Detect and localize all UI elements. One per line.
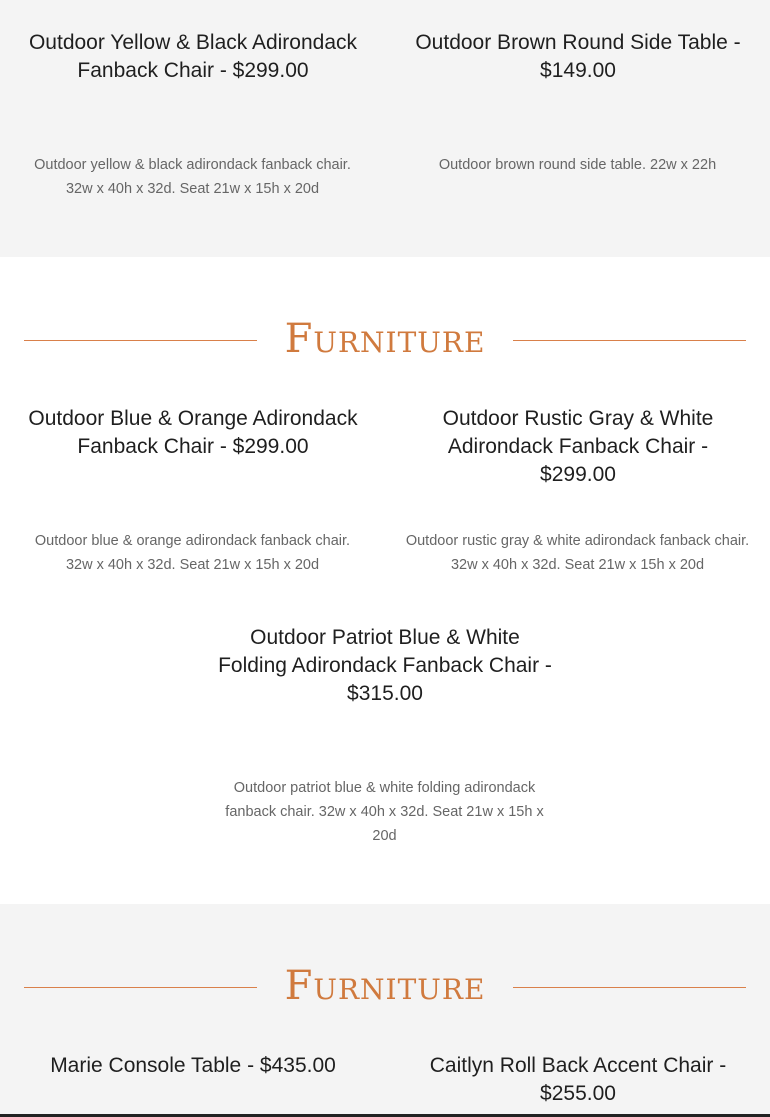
product-title-marie-console-table[interactable]: Marie Console Table - $435.00 — [50, 1054, 336, 1077]
product-title-rustic-gray-chair[interactable]: Outdoor Rustic Gray & White Adirondack Fanback Chair - $299.00 — [442, 407, 714, 486]
product-section-top — [0, 0, 770, 257]
heading-divider-right — [513, 340, 746, 341]
section-heading-text: Furniture — [284, 316, 486, 362]
furniture-section-2 — [0, 904, 770, 1117]
product-description-blue-orange-chair: Outdoor blue & orange adirondack fanback chair. 32w x 40h x 32d. Seat 21w x 15h x 20d — [34, 533, 351, 573]
product-description-rustic-gray-chair: Outdoor rustic gray & white adirondack fanback chair. 32w x 40h x 32d. Seat 21w x 15h x 20d — [405, 533, 750, 573]
product-title-blue-orange-chair[interactable]: Outdoor Blue & Orange Adirondack Fanback Chair - $299.00 — [28, 407, 358, 458]
furniture-section-1 — [0, 257, 770, 904]
section-heading-text: Furniture — [284, 963, 486, 1009]
product-description-patriot-folding-chair: Outdoor patriot blue & white folding adirondack fanback chair. 32w x 40h x 32d. Seat 21w x 15h x 20d — [225, 780, 544, 844]
section-heading — [24, 316, 746, 366]
product-description-yellow-black-chair: Outdoor yellow & black adirondack fanback chair. 32w x 40h x 32d. Seat 21w x 15h x 20d — [34, 157, 351, 197]
section-heading — [24, 963, 746, 1013]
product-title-patriot-folding-chair[interactable]: Outdoor Patriot Blue & White Folding Adirondack Fanback Chair - $315.00 — [218, 626, 552, 705]
product-title-brown-side-table[interactable]: Outdoor Brown Round Side Table - $149.00 — [415, 31, 741, 82]
product-description-brown-side-table: Outdoor brown round side table. 22w x 22h — [438, 157, 717, 173]
product-title-caitlyn-accent-chair[interactable]: Caitlyn Roll Back Accent Chair - $255.00 — [429, 1054, 727, 1105]
product-title-yellow-black-chair[interactable]: Outdoor Yellow & Black Adirondack Fanback Chair - $299.00 — [28, 31, 358, 82]
heading-divider-right — [513, 987, 746, 988]
